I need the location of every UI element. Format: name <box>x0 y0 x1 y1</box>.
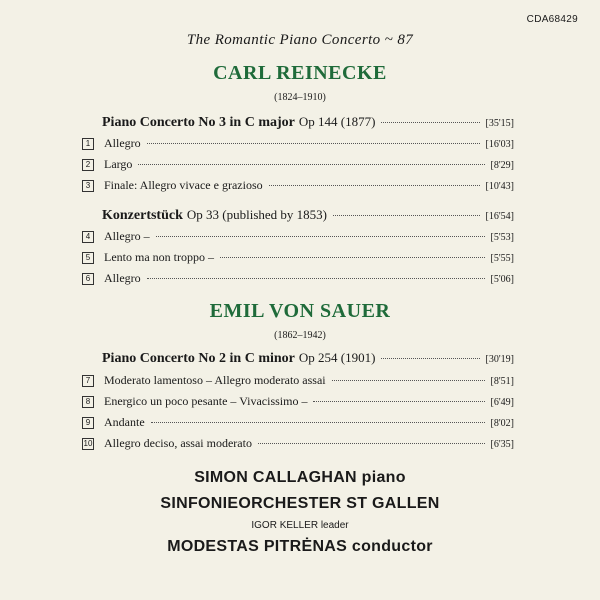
leader-dots <box>332 379 485 381</box>
work-opus: Op 33 (published by 1853) <box>186 207 327 222</box>
leader-dots <box>147 277 485 279</box>
track-number: 6 <box>82 273 94 285</box>
leader-dots <box>138 163 484 165</box>
track-duration: [5'06] <box>490 274 514 285</box>
orchestra-credit: SINFONIEORCHESTER ST GALLEN <box>160 495 440 512</box>
track-number: 5 <box>82 252 94 264</box>
track-number: 8 <box>82 396 94 408</box>
leader-dots <box>313 400 484 402</box>
track-number: 3 <box>82 180 94 192</box>
track-number: 7 <box>82 375 94 387</box>
work-duration: [16'54] <box>485 211 514 222</box>
work-title: Konzertstück <box>102 208 183 223</box>
soloist-credit: SIMON CALLAGHAN piano <box>194 469 406 486</box>
leader-dots <box>333 214 480 216</box>
track-title: Finale: Allegro vivace e grazioso <box>104 178 263 192</box>
leader-dots <box>147 142 480 144</box>
track-title: Largo <box>104 157 133 171</box>
track-duration: [8'51] <box>490 376 514 387</box>
leader-dots <box>258 442 485 444</box>
track-row[interactable] <box>82 436 514 451</box>
leader-dots <box>381 357 479 359</box>
composer-name: CARL REINECKE <box>213 62 387 84</box>
track-row[interactable] <box>82 394 514 409</box>
track-row[interactable] <box>82 250 514 265</box>
track-duration: [16'03] <box>485 139 514 150</box>
track-number: 9 <box>82 417 94 429</box>
track-title: Allegro deciso, assai moderato <box>104 436 252 450</box>
work-title: Piano Concerto No 2 in C minor <box>102 351 295 366</box>
track-title: Moderato lamentoso – Allegro moderato assai <box>104 373 326 387</box>
catalog-number: CDA68429 <box>526 14 578 25</box>
track-row[interactable] <box>82 415 514 430</box>
track-row[interactable] <box>82 271 514 286</box>
leader-dots <box>151 421 485 423</box>
work-opus: Op 254 (1901) <box>298 350 376 365</box>
conductor-credit: MODESTAS PITRĖNAS conductor <box>167 538 433 555</box>
track-title: Andante <box>104 415 145 429</box>
track-duration: [6'49] <box>490 397 514 408</box>
track-number: 10 <box>83 439 93 448</box>
track-row[interactable] <box>82 229 514 244</box>
leader-credit: IGOR KELLER leader <box>251 520 349 531</box>
work-opus: Op 144 (1877) <box>298 114 376 129</box>
track-number: 2 <box>82 159 94 171</box>
track-row[interactable] <box>82 178 514 193</box>
track-number: 4 <box>82 231 94 243</box>
track-title: Allegro <box>104 271 141 285</box>
composer-name: EMIL VON SAUER <box>209 300 391 322</box>
track-title: Lento ma non troppo – <box>104 250 214 264</box>
work-duration: [35'15] <box>485 118 514 129</box>
leader-dots <box>269 184 480 186</box>
track-duration: [8'02] <box>490 418 514 429</box>
track-duration: [10'43] <box>485 181 514 192</box>
track-duration: [5'53] <box>490 232 514 243</box>
track-row[interactable] <box>82 157 514 172</box>
work-title: Piano Concerto No 3 in C major <box>102 115 295 130</box>
track-row[interactable] <box>82 373 514 388</box>
track-title: Allegro <box>104 136 141 150</box>
work-heading <box>102 350 514 367</box>
work-heading <box>102 207 514 224</box>
track-title: Energico un poco pesante – Vivacissimo – <box>104 394 308 408</box>
work-heading <box>102 114 514 131</box>
leader-dots <box>156 235 485 237</box>
track-duration: [8'29] <box>490 160 514 171</box>
leader-dots <box>220 256 485 258</box>
track-title: Allegro – <box>104 229 150 243</box>
track-row[interactable] <box>82 136 514 151</box>
work-duration: [30'19] <box>485 354 514 365</box>
composer-dates: (1862–1942) <box>274 330 326 341</box>
composer-dates: (1824–1910) <box>274 92 326 103</box>
series-title: The Romantic Piano Concerto ~ 87 <box>186 32 414 48</box>
leader-dots <box>381 121 479 123</box>
track-duration: [5'55] <box>490 253 514 264</box>
track-duration: [6'35] <box>490 439 514 450</box>
track-number: 1 <box>82 138 94 150</box>
